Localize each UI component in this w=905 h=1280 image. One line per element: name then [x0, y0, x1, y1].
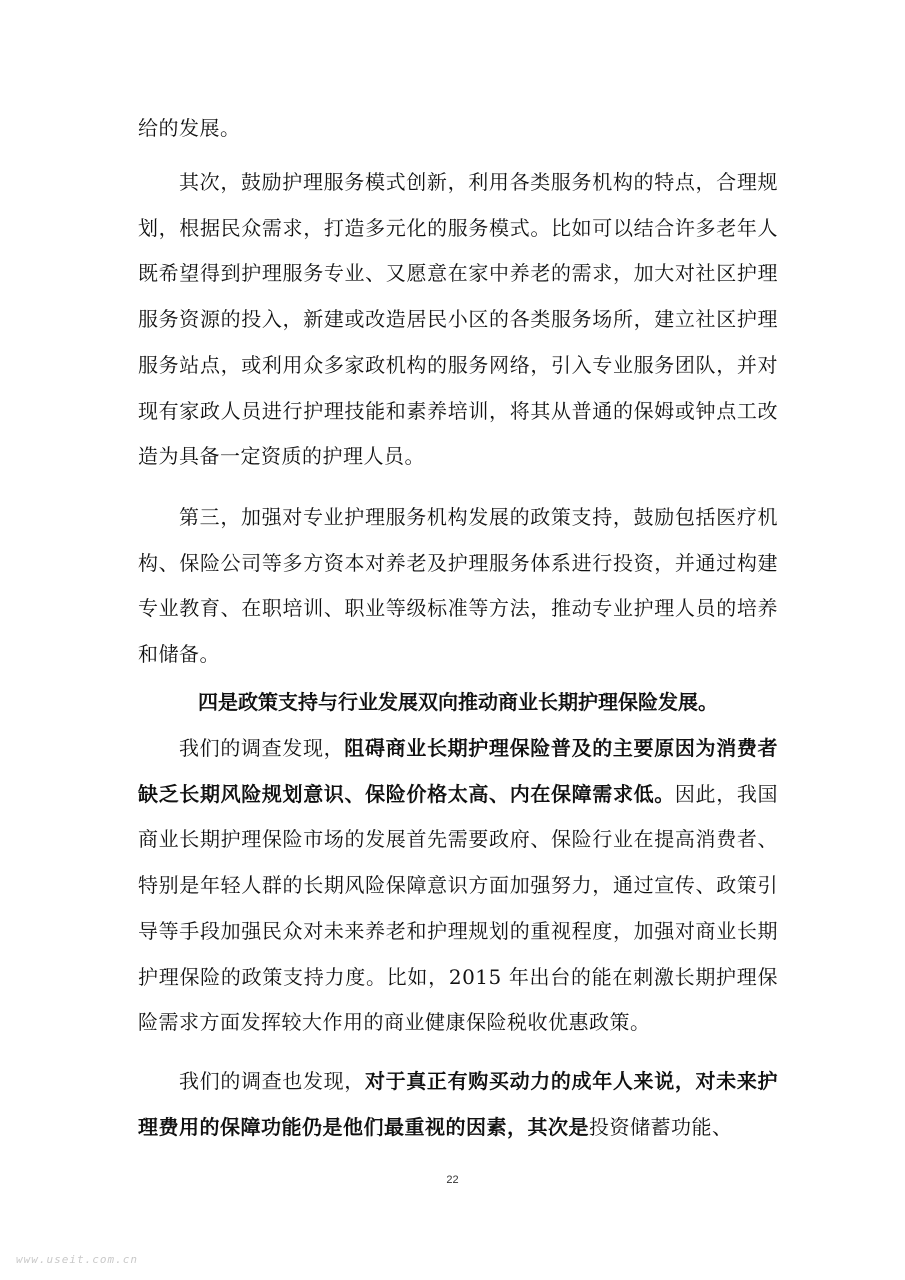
paragraph-policy-support: 第三，加强对专业护理服务机构发展的政策支持，鼓励包括医疗机构、保险公司等多方资本对养老及护理服务体系进行投资，并通过构建专业教育、在职培训、职业等级标准等方法，推动专业护理人员的培养和储备。 [138, 505, 778, 667]
survey-intro-text: 我们的调查发现， [179, 736, 345, 760]
survey2-intro-text: 我们的调查也发现， [179, 1069, 365, 1093]
paragraph-continuation: 给的发展。 [138, 116, 241, 140]
watermark: www.useit.com.cn [16, 1253, 138, 1266]
paragraph-nursing-service-model: 其次，鼓励护理服务模式创新，利用各类服务机构的特点，合理规划，根据民众需求，打造多元化的服务模式。比如可以结合许多老年人既希望得到护理服务专业、又愿意在家中养老的需求，加大对社区护理服务资源的投入，新建或改造居民小区的各类服务场所，建立社区护理服务站点，或利用众多家政机构的服务网络，引入专业服务团队，并对现有家政人员进行护理技能和素养培训，将其从普通的保姆或钟点工改造为具备一定资质的护理人员。 [138, 170, 778, 469]
survey2-tail-text: 投资储蓄功能、 [589, 1114, 733, 1139]
paragraph-survey-findings-2 [138, 1059, 778, 1150]
section-heading: 四是政策支持与行业发展双向推动商业长期护理保险发展。 [198, 690, 718, 714]
page-number: 22 [446, 1174, 459, 1186]
survey2-key-finding: 对于真正有购买动力的成年人来说，对未来护理费用的保障功能仍是他们最重视的因素，其次是 [138, 1069, 779, 1139]
survey-conclusion-text: 因此，我国商业长期护理保险市场的发展首先需要政府、保险行业在提高消费者、特别是年轻人群的长期风险保障意识方面加强努力，通过宣传、政策引导等手段加强民众对未来养老和护理规划的重视程度，加强对商业长期护理保险的政策支持力度。比如，2015 年出台的能在刺激长期护理保险需求方面发挥较大作用的商业健康保险税收优惠政策。 [138, 781, 779, 1035]
paragraph-survey-findings [138, 726, 778, 1046]
survey-key-finding: 阻碍商业长期护理保险普及的主要原因为消费者缺乏长期风险规划意识、保险价格太高、内在保障需求低。 [138, 736, 779, 806]
